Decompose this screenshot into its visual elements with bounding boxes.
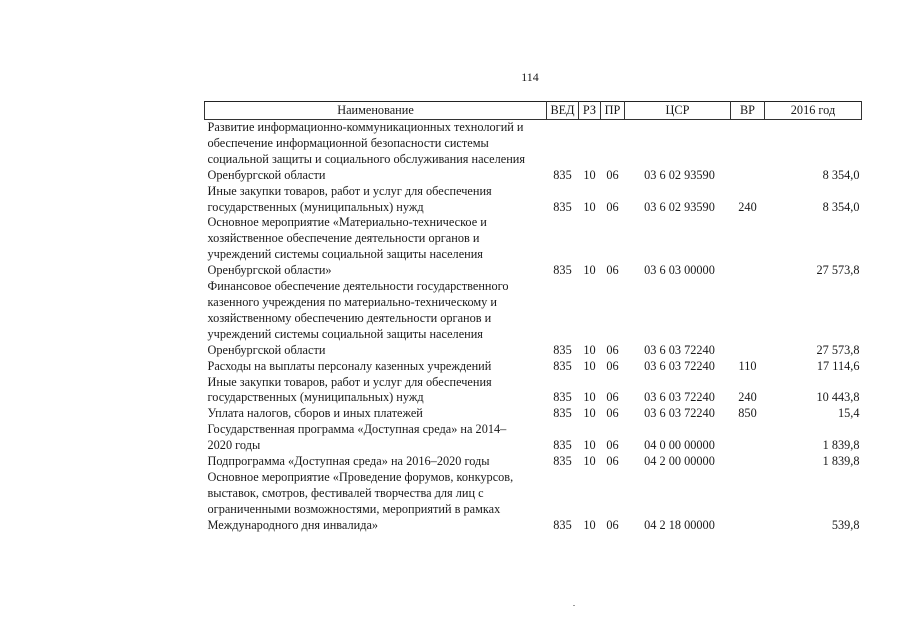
row-name-line: учреждений системы социальной защиты населения — [207, 326, 483, 341]
row-rz: 10 — [583, 167, 596, 182]
row-name-line: Уплата налогов, сборов и иных платежей — [207, 406, 423, 421]
header-rz: РЗ — [579, 102, 601, 120]
row-pr: 06 — [606, 263, 619, 278]
table-row — [205, 470, 862, 534]
table-row — [205, 359, 862, 375]
table-header-row — [205, 102, 862, 120]
row-vr — [731, 120, 765, 184]
row-vr: 240 — [738, 390, 757, 405]
header-ved: ВЕД — [547, 102, 579, 120]
row-rz: 10 — [583, 517, 596, 532]
row-name-line: хозяйственное обеспечение деятельности органов и — [207, 231, 480, 246]
row-name-line: государственных (муниципальных) нужд — [207, 390, 424, 405]
row-rz: 10 — [583, 358, 596, 373]
row-rz: 10 — [583, 342, 596, 357]
row-name-line: Иные закупки товаров, работ и услуг для обеспечения — [207, 374, 492, 389]
row-rz: 10 — [583, 263, 596, 278]
row-name-line: Развитие информационно-коммуникационных технологий и — [207, 120, 524, 134]
row-amount: 27 573,8 — [816, 342, 860, 357]
row-csr: 03 6 03 72240 — [644, 390, 715, 405]
row-vr — [731, 215, 765, 279]
row-csr: 04 2 00 00000 — [644, 454, 715, 469]
row-ved: 835 — [553, 438, 572, 453]
row-ved: 835 — [553, 263, 572, 278]
table-row — [205, 406, 862, 422]
table-row — [205, 422, 862, 454]
row-amount: 15,4 — [837, 406, 860, 421]
row-rz: 10 — [583, 406, 596, 421]
row-ved: 835 — [553, 406, 572, 421]
page-number: 114 — [521, 70, 539, 84]
row-name-line: Основное мероприятие «Материально-техническое и — [207, 215, 487, 230]
row-rz: 10 — [583, 390, 596, 405]
row-ved: 835 — [553, 358, 572, 373]
row-name-line: Оренбургской области — [207, 167, 326, 182]
row-name — [205, 422, 547, 454]
header-name: Наименование — [205, 102, 547, 120]
row-name-line: Оренбургской области» — [207, 263, 332, 278]
table-row — [205, 279, 862, 359]
scan-artifact — [573, 605, 575, 606]
row-pr: 06 — [606, 342, 619, 357]
row-pr: 06 — [606, 454, 619, 469]
row-name-line: Финансовое обеспечение деятельности государственного — [207, 279, 509, 294]
row-name — [205, 406, 547, 422]
table-row — [205, 375, 862, 407]
row-name-line: ограниченными возможностями, мероприятий в рамках — [207, 501, 501, 516]
row-name — [205, 359, 547, 375]
row-name-line: государственных (муниципальных) нужд — [207, 199, 424, 214]
row-csr: 03 6 03 72240 — [644, 406, 715, 421]
row-pr: 06 — [606, 199, 619, 214]
row-amount: 10 443,8 — [816, 390, 860, 405]
table-row — [205, 454, 862, 470]
row-name-line: Иные закупки товаров, работ и услуг для обеспечения — [207, 183, 492, 198]
row-pr: 06 — [606, 167, 619, 182]
row-pr: 06 — [606, 358, 619, 373]
row-amount: 8 354,0 — [822, 167, 860, 182]
table-row — [205, 215, 862, 279]
row-vr: 110 — [738, 358, 757, 373]
row-name-line: Основное мероприятие «Проведение форумов, конкурсов, — [207, 469, 514, 484]
row-vr — [731, 470, 765, 534]
row-name-line: Расходы на выплаты персоналу казенных учреждений — [207, 358, 492, 373]
row-ved: 835 — [553, 517, 572, 532]
row-ved: 835 — [553, 199, 572, 214]
row-name-line: учреждений системы социальной защиты населения — [207, 247, 483, 262]
header-pr: ПР — [601, 102, 625, 120]
table-row — [205, 184, 862, 216]
row-name — [205, 470, 547, 534]
row-vr — [731, 422, 765, 454]
row-name-line: Государственная программа «Доступная среда» на 2014– — [207, 422, 507, 437]
row-rz: 10 — [583, 438, 596, 453]
row-pr: 06 — [606, 390, 619, 405]
table-row — [205, 120, 862, 184]
row-name-line: Подпрограмма «Доступная среда» на 2016–2020 годы — [207, 454, 490, 469]
row-pr: 06 — [606, 406, 619, 421]
row-name-line: хозяйственному обеспечению деятельности органов и — [207, 310, 492, 325]
row-csr: 04 2 18 00000 — [644, 517, 715, 532]
row-rz: 10 — [583, 199, 596, 214]
header-year: 2016 год — [765, 102, 862, 120]
row-rz: 10 — [583, 454, 596, 469]
header-csr: ЦСР — [625, 102, 731, 120]
row-name-line: социальной защиты и социального обслуживания населения — [207, 151, 526, 166]
row-csr: 03 6 03 72240 — [644, 358, 715, 373]
row-name-line: Оренбургской области — [207, 342, 326, 357]
row-amount: 17 114,6 — [816, 358, 860, 373]
row-csr: 03 6 02 93590 — [644, 167, 715, 182]
row-vr: 240 — [738, 199, 757, 214]
row-ved: 835 — [553, 390, 572, 405]
row-name — [205, 215, 547, 279]
row-pr: 06 — [606, 517, 619, 532]
row-amount: 1 839,8 — [822, 454, 860, 469]
row-vr — [731, 279, 765, 359]
row-csr: 03 6 03 72240 — [644, 342, 715, 357]
row-csr: 03 6 02 93590 — [644, 199, 715, 214]
row-pr: 06 — [606, 438, 619, 453]
row-name — [205, 375, 547, 407]
row-name-line: казенного учреждения по материально-техническому и — [207, 294, 497, 309]
row-name — [205, 279, 547, 359]
budget-table — [204, 101, 862, 534]
row-name-line: выставок, смотров, фестивалей творчества для лиц с — [207, 485, 484, 500]
row-ved: 835 — [553, 342, 572, 357]
row-amount: 8 354,0 — [822, 199, 860, 214]
row-ved: 835 — [553, 454, 572, 469]
row-vr — [731, 454, 765, 470]
header-vr: ВР — [731, 102, 765, 120]
row-name — [205, 184, 547, 216]
row-amount: 27 573,8 — [816, 263, 860, 278]
row-csr: 03 6 03 00000 — [644, 263, 715, 278]
row-amount: 539,8 — [831, 517, 860, 532]
row-ved: 835 — [553, 167, 572, 182]
row-name-line: обеспечение информационной безопасности системы — [207, 135, 489, 150]
row-csr: 04 0 00 00000 — [644, 438, 715, 453]
row-name-line: 2020 годы — [207, 438, 261, 453]
table-body — [205, 120, 862, 534]
row-vr: 850 — [738, 406, 757, 421]
row-name — [205, 454, 547, 470]
row-name — [205, 120, 547, 184]
row-amount: 1 839,8 — [822, 438, 860, 453]
row-name-line: Международного дня инвалида» — [207, 517, 379, 532]
